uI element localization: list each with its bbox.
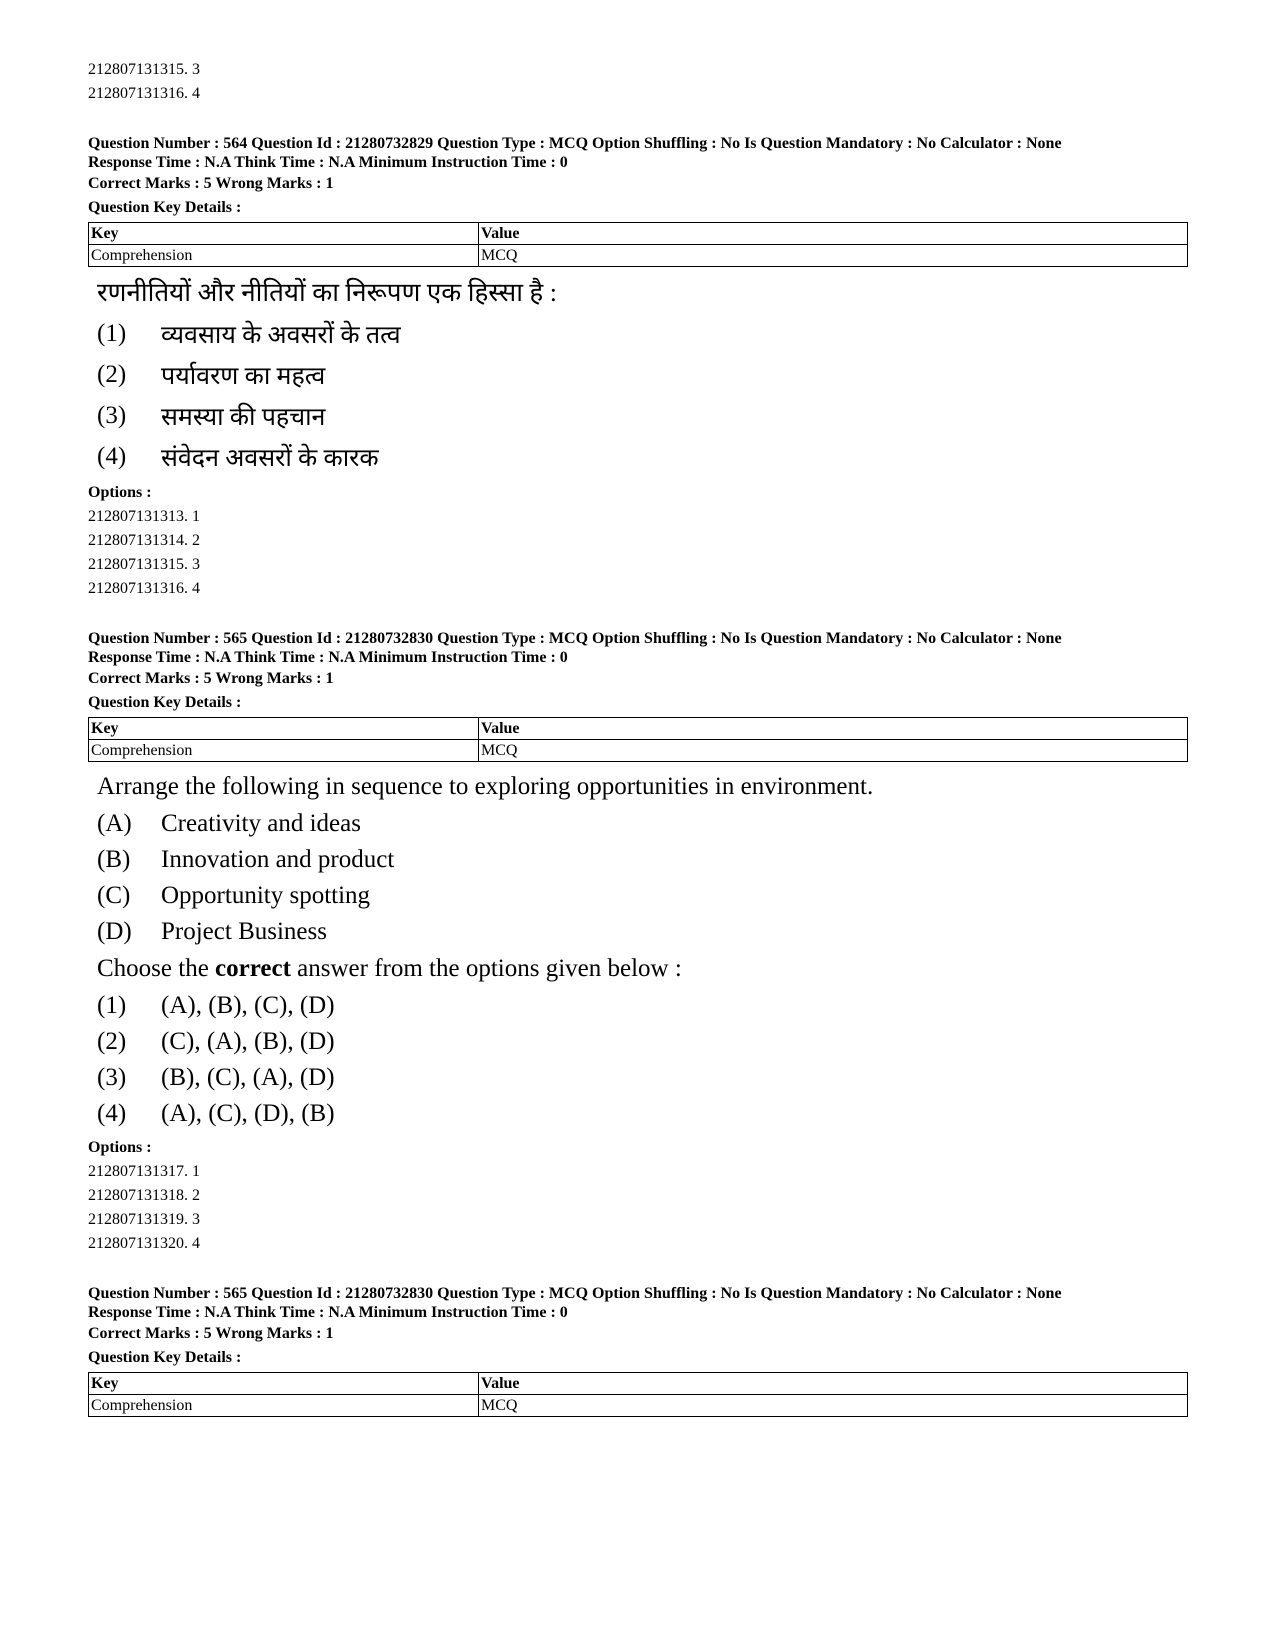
table-cell-value: MCQ	[479, 740, 1188, 762]
table-cell-key: Comprehension	[89, 740, 479, 762]
item-row	[97, 914, 1188, 950]
option-item: 212807131319. 3	[88, 1211, 200, 1228]
table-header-value: Value	[479, 1373, 1188, 1395]
table-cell-value: MCQ	[479, 245, 1188, 267]
key-details-table	[88, 717, 1188, 762]
table-header-value: Value	[479, 223, 1188, 245]
choice-row	[97, 354, 1188, 395]
item-label: (C)	[97, 882, 131, 909]
instruction-post: answer from the options given below :	[297, 955, 682, 982]
table-header-key: Key	[89, 223, 479, 245]
choice-row	[97, 1024, 1188, 1060]
question-text: Arrange the following in sequence to exploring opportunities in environment.	[97, 773, 874, 800]
choice-text: (C), (A), (B), (D)	[161, 1028, 335, 1055]
option-item: 212807131315. 3	[88, 556, 200, 573]
choice-number: (3)	[97, 401, 127, 429]
option-item: 212807131318. 2	[88, 1187, 200, 1204]
table-header-row	[89, 718, 1188, 740]
key-details-table	[88, 222, 1188, 267]
table-cell-key: Comprehension	[89, 245, 479, 267]
question-timing-line: Response Time : N.A Think Time : N.A Minimum Instruction Time : 0	[88, 1304, 568, 1321]
key-details-label: Question Key Details :	[88, 1349, 242, 1366]
table-header-row	[89, 1373, 1188, 1395]
choice-text: व्यवसाय के अवसरों के तत्व	[161, 321, 401, 349]
question-block-565-repeat	[88, 1284, 1188, 1417]
item-label: (D)	[97, 918, 132, 945]
item-label: (B)	[97, 846, 131, 873]
marks-line: Correct Marks : 5 Wrong Marks : 1	[88, 670, 334, 687]
choice-row	[97, 988, 1188, 1024]
question-block-565	[88, 629, 1188, 1256]
item-row	[97, 806, 1188, 842]
choice-number: (1)	[97, 992, 127, 1019]
key-details-label: Question Key Details :	[88, 199, 242, 216]
choice-number: (2)	[97, 360, 127, 388]
option-item: 212807131317. 1	[88, 1163, 200, 1180]
table-header-value: Value	[479, 718, 1188, 740]
options-list	[88, 505, 1188, 601]
options-label: Options :	[88, 1139, 152, 1156]
item-text: Creativity and ideas	[161, 810, 361, 837]
table-header-key: Key	[89, 1373, 479, 1395]
option-item: 212807131315. 3	[88, 61, 200, 78]
marks-line: Correct Marks : 5 Wrong Marks : 1	[88, 175, 334, 192]
table-row	[89, 245, 1188, 267]
question-text: रणनीतियों और नीतियों का निरूपण एक हिस्सा है :	[97, 278, 557, 307]
choice-text: (B), (C), (A), (D)	[161, 1064, 335, 1091]
instruction-emphasis: correct	[215, 955, 291, 982]
option-item: 212807131320. 4	[88, 1235, 200, 1252]
question-content	[88, 768, 1188, 1132]
item-row	[97, 842, 1188, 878]
choice-text: (A), (C), (D), (B)	[161, 1100, 335, 1127]
option-item: 212807131316. 4	[88, 580, 200, 597]
table-header-row	[89, 223, 1188, 245]
key-details-table	[88, 1372, 1188, 1417]
choice-row	[97, 1060, 1188, 1096]
question-meta-line: Question Number : 564 Question Id : 21280732829 Question Type : MCQ Option Shuffling : No Is Question Mandatory : No Calculator : None	[88, 135, 1062, 152]
choice-number: (4)	[97, 442, 127, 470]
choice-row	[97, 436, 1188, 477]
option-item: 212807131316. 4	[88, 85, 200, 102]
key-details-label: Question Key Details :	[88, 694, 242, 711]
table-cell-key: Comprehension	[89, 1395, 479, 1417]
table-row	[89, 1395, 1188, 1417]
marks-line: Correct Marks : 5 Wrong Marks : 1	[88, 1325, 334, 1342]
question-content	[88, 273, 1188, 477]
choice-text: समस्या की पहचान	[161, 403, 326, 431]
prev-options-list	[88, 58, 1188, 106]
item-text: Innovation and product	[161, 846, 395, 873]
choice-text: (A), (B), (C), (D)	[161, 992, 335, 1019]
choice-text: संवेदन अवसरों के कारक	[161, 444, 379, 472]
table-cell-value: MCQ	[479, 1395, 1188, 1417]
option-item: 212807131314. 2	[88, 532, 200, 549]
options-list	[88, 1160, 1188, 1256]
choice-number: (2)	[97, 1028, 127, 1055]
table-row	[89, 740, 1188, 762]
question-block-564	[88, 134, 1188, 601]
item-text: Project Business	[161, 918, 327, 945]
question-meta-line: Question Number : 565 Question Id : 21280732830 Question Type : MCQ Option Shuffling : No Is Question Mandatory : No Calculator : None	[88, 630, 1062, 647]
choice-number: (4)	[97, 1100, 127, 1127]
choice-number: (3)	[97, 1064, 127, 1091]
question-timing-line: Response Time : N.A Think Time : N.A Minimum Instruction Time : 0	[88, 154, 568, 171]
choice-row	[97, 313, 1188, 354]
question-meta-line: Question Number : 565 Question Id : 21280732830 Question Type : MCQ Option Shuffling : No Is Question Mandatory : No Calculator : None	[88, 1285, 1062, 1302]
option-item: 212807131313. 1	[88, 508, 200, 525]
instruction-pre: Choose the	[97, 955, 209, 982]
instruction-text	[97, 950, 1188, 988]
options-label: Options :	[88, 484, 152, 501]
item-text: Opportunity spotting	[161, 882, 371, 909]
item-label: (A)	[97, 810, 132, 837]
document-page	[88, 58, 1188, 1417]
choice-row	[97, 395, 1188, 436]
item-row	[97, 878, 1188, 914]
choice-row	[97, 1096, 1188, 1132]
question-timing-line: Response Time : N.A Think Time : N.A Minimum Instruction Time : 0	[88, 649, 568, 666]
table-header-key: Key	[89, 718, 479, 740]
choice-number: (1)	[97, 319, 127, 347]
choice-text: पर्यावरण का महत्व	[161, 362, 326, 390]
